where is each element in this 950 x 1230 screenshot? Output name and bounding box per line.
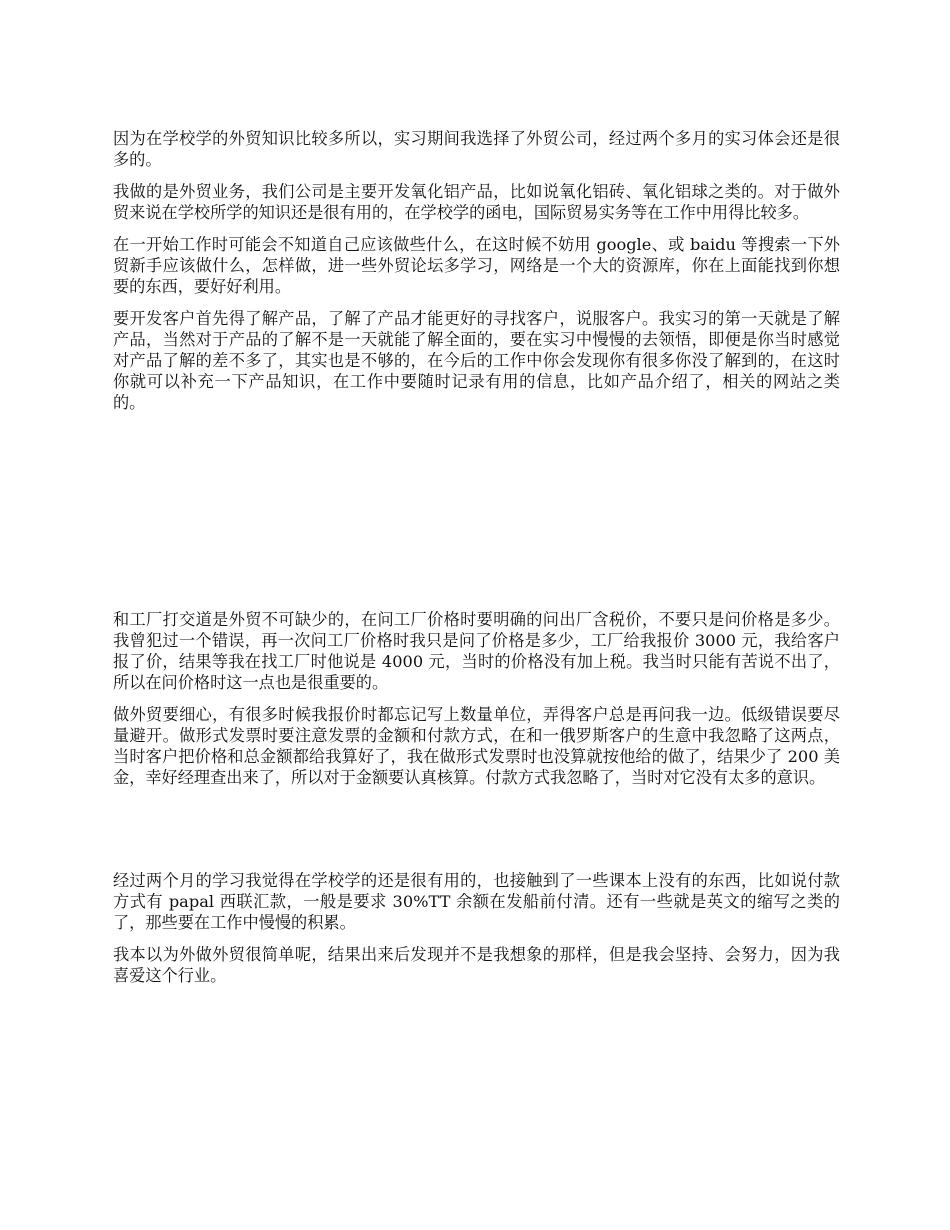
text-section-3 <box>113 870 840 997</box>
paragraph: 和工厂打交道是外贸不可缺少的，在问工厂价格时要明确的问出厂含税价，不要只是问价格是多少。我曾犯过一个错误，再一次问工厂价格时我只是问了价格是多少，工厂给我报价 3000 元，我给客户报了价，结果等我在找工厂时他说是 4000 元，当时的价格没有加上税。我当时只能有苦说不出了，所以在问价格时这一点也是很重要的。 <box>113 610 840 692</box>
paragraph: 在一开始工作时可能会不知道自己应该做些什么，在这时候不妨用 google、或 baidu 等搜索一下外贸新手应该做什么，怎样做，进一些外贸论坛多学习，网络是一个大的资源库，你在上面能找到你想要的东西，要好好利用。 <box>113 235 840 296</box>
paragraph: 要开发客户首先得了解产品，了解了产品才能更好的寻找客户，说服客户。我实习的第一天就是了解产品，当然对于产品的了解不是一天就能了解全面的，要在实习中慢慢的去领悟，即便是你当时感觉对产品了解的差不多了，其实也是不够的，在今后的工作中你会发现你有很多你没了解到的，在这时你就可以补充一下产品知识，在工作中要随时记录有用的信息，比如产品介绍了，相关的网站之类的。 <box>113 309 840 412</box>
paragraph: 经过两个月的学习我觉得在学校学的还是很有用的，也接触到了一些课本上没有的东西，比如说付款方式有 papal 西联汇款，一般是要求 30%TT 余额在发船前付清。还有一些就是英文的缩写之类的了，那些要在工作中慢慢的积累。 <box>113 871 840 932</box>
paragraph: 因为在学校学的外贸知识比较多所以，实习期间我选择了外贸公司，经过两个多月的实习体会还是很多的。 <box>113 129 840 169</box>
paragraph: 我本以为外做外贸很简单呢，结果出来后发现并不是我想象的那样，但是我会坚持、会努力，因为我喜爱这个行业。 <box>113 945 840 985</box>
paragraph: 我做的是外贸业务，我们公司是主要开发氧化铝产品，比如说氧化铝砖、氧化铝球之类的。对于做外贸来说在学校所学的知识还是很有用的，在学校学的函电，国际贸易实务等在工作中用得比较多。 <box>113 182 840 222</box>
text-section-2 <box>113 609 840 799</box>
text-section-1 <box>113 128 840 424</box>
paragraph: 做外贸要细心，有很多时候我报价时都忘记写上数量单位，弄得客户总是再问我一边。低级错误要尽量避开。做形式发票时要注意发票的金额和付款方式，在和一俄罗斯客户的生意中我忽略了这两点，当时客户把价格和总金额都给我算好了，我在做形式发票时也没算就按他给的做了，结果少了 200 美金，幸好经理查出来了，所以对于金额要认真核算。付款方式我忽略了，当时对它没有太多的意识。 <box>113 705 840 787</box>
